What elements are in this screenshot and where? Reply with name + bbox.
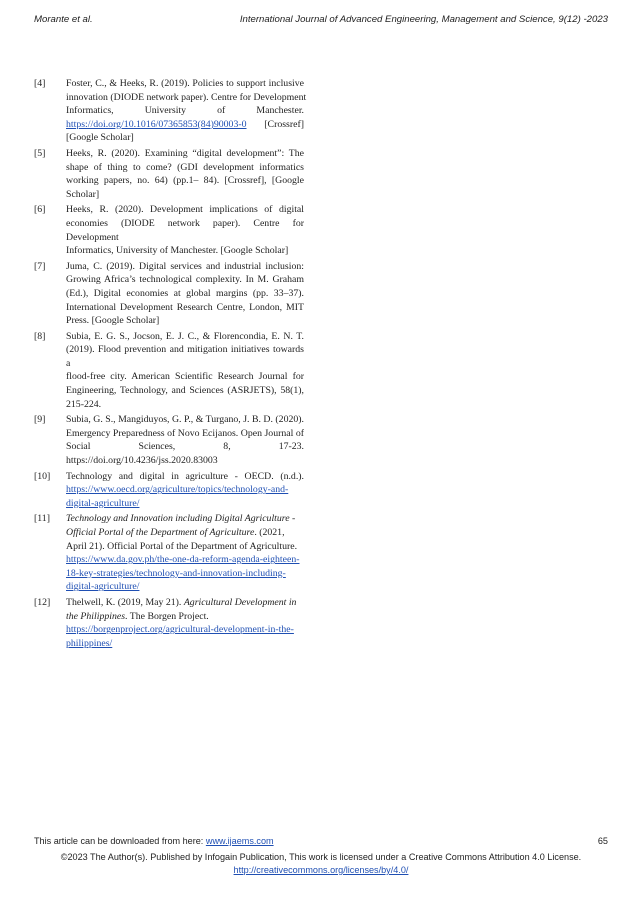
reference-line [66, 470, 304, 484]
reference-item [34, 596, 304, 650]
reference-text: https://doi.org/10.4236/jss.2020.83003 [66, 455, 218, 467]
license-statement: ©2023 The Author(s). Published by Infogain Publication, This work is licensed under a Creative Commons Attribution 4.0 License. [60, 852, 582, 862]
reference-text: Growing Africa’s technological complexity. In M. Graham [66, 274, 304, 286]
reference-line [66, 596, 304, 610]
reference-item [34, 512, 304, 594]
reference-line [66, 91, 307, 105]
reference-line [66, 567, 304, 581]
reference-text: innovation (DIODE network paper). Centre for Development [66, 91, 307, 103]
reference-line [66, 273, 304, 287]
reference-text: Informatics, University of Manchester. [66, 105, 304, 117]
reference-line [66, 553, 304, 567]
reference-line [66, 483, 304, 497]
reference-text: Subia, G. S., Mangiduyos, G. P., & Turgano, J. B. D. (2020). [66, 414, 304, 426]
reference-line [66, 384, 304, 398]
reference-list [34, 77, 307, 652]
reference-line [66, 330, 304, 344]
reference-url-link[interactable]: https://www.da.gov.ph/the-one-da-reform-agenda-eighteen- [66, 554, 300, 566]
reference-text: (2019). Flood prevention and mitigation initiatives towards a [66, 344, 304, 369]
reference-text: the Philippines [66, 610, 126, 622]
reference-line [66, 161, 304, 175]
reference-item [34, 147, 304, 201]
reference-text: . The Borgen Project. [125, 610, 209, 622]
reference-text: Technology and Innovation including Digital Agriculture - [66, 513, 296, 525]
reference-url-link[interactable]: https://www.oecd.org/agriculture/topics/technology-and- [66, 484, 289, 496]
reference-title: Agricultural Development in [183, 596, 297, 608]
reference-line [66, 526, 304, 540]
reference-line [66, 131, 304, 145]
reference-line [66, 301, 304, 315]
page-footer [34, 836, 608, 875]
reference-text: Social Sciences, 8, 17-23. [66, 441, 304, 453]
page-number: 65 [597, 836, 608, 846]
footer-download-text: This article can be downloaded from here: [34, 836, 206, 846]
reference-line [66, 398, 304, 412]
reference-number: [10] [34, 470, 51, 482]
reference-line [66, 244, 304, 258]
reference-line [66, 427, 304, 441]
reference-number: [7] [34, 260, 46, 272]
reference-text: Engineering, Technology, and Sciences (ASRJETS), 58(1), [66, 385, 304, 397]
reference-line [66, 147, 304, 161]
reference-line [66, 118, 304, 132]
reference-text: [Crossref] [246, 118, 304, 130]
reference-line [66, 104, 304, 118]
reference-text: Emergency Preparedness of Novo Ecijanos. Open Journal of [66, 427, 304, 439]
reference-text: Thelwell, K. (2019, May 21). [66, 596, 184, 608]
reference-text: April 21). Official Portal of the Department of Agriculture. [66, 540, 298, 552]
reference-number: [11] [34, 513, 50, 525]
reference-line [66, 174, 304, 188]
reference-line [66, 203, 304, 217]
reference-line [66, 512, 304, 526]
reference-text: economies (DIODE network paper). Centre for Development [66, 217, 304, 243]
reference-item [34, 203, 304, 257]
reference-item [34, 413, 304, 467]
reference-line [66, 440, 304, 454]
reference-text: Informatics, University of Manchester. [Google Scholar] [66, 245, 289, 257]
reference-number: [9] [34, 414, 46, 426]
reference-line [66, 314, 304, 328]
reference-text: shape of thing to come? (GDI development informatics [66, 161, 304, 173]
reference-item [34, 330, 304, 412]
reference-text: (Ed.), Digital economies at global margins (pp. 33–37). [66, 287, 304, 299]
reference-text: flood-free city. American Scientific Research Journal for [66, 371, 304, 383]
reference-text: Heeks, R. (2020). Development implications of digital [66, 204, 304, 216]
reference-text: [Google Scholar] [66, 132, 134, 144]
reference-text: 215-224. [66, 398, 102, 410]
reference-line [66, 580, 304, 594]
license-link[interactable]: http://creativecommons.org/licenses/by/4.0/ [233, 865, 409, 875]
reference-url-link[interactable]: https://doi.org/10.1016/07365853(84)90003-0 [66, 118, 247, 130]
reference-item [34, 470, 304, 511]
reference-text: Official Portal of the Department of Agriculture [66, 527, 255, 538]
reference-line [66, 77, 304, 91]
reference-url-link[interactable]: digital-agriculture/ [66, 497, 140, 509]
reference-line [66, 188, 304, 202]
reference-line [66, 287, 304, 301]
reference-text: Foster, C., & Heeks, R. (2019). Policies to support inclusive [66, 78, 304, 89]
reference-text: Press. [Google Scholar] [66, 315, 160, 327]
reference-text: International Development Research Centre, London, MIT [66, 301, 304, 313]
reference-line [66, 217, 304, 244]
reference-line [66, 370, 304, 384]
reference-url-link[interactable]: digital-agriculture/ [66, 581, 140, 593]
reference-number: [4] [34, 78, 46, 89]
reference-item [34, 260, 304, 328]
reference-text: Technology and digital in agriculture - OECD. (n.d.). [66, 470, 304, 482]
reference-number: [5] [34, 147, 46, 159]
reference-text: Juma, C. (2019). Digital services and industrial inclusion: [66, 260, 304, 272]
footer-journal-link[interactable]: www.ijaems.com [205, 836, 274, 846]
reference-line [66, 540, 304, 554]
header-authors: Morante et al. [34, 14, 93, 25]
reference-text: . (2021, [254, 527, 285, 538]
reference-line [66, 610, 304, 624]
reference-line [66, 413, 304, 427]
reference-line [66, 454, 304, 468]
reference-text: Heeks, R. (2020). Examining “digital development”: The [66, 147, 304, 159]
reference-text: Scholar] [66, 188, 100, 200]
reference-item [34, 77, 307, 145]
reference-line [66, 260, 304, 274]
reference-url-link[interactable]: philippines/ [66, 637, 113, 649]
reference-line [66, 343, 304, 370]
reference-line [66, 623, 304, 637]
reference-line [66, 497, 304, 511]
reference-url-link[interactable]: https://borgenproject.org/agricultural-development-in-the- [66, 624, 294, 636]
reference-text: Subia, E. G. S., Jocson, E. J. C., & Florencondia, E. N. T. [66, 330, 304, 342]
reference-number: [6] [34, 204, 46, 216]
header-journal-citation: International Journal of Advanced Engineering, Management and Science, 9(12) -2023 [239, 14, 608, 25]
reference-line [66, 637, 304, 651]
reference-url-link[interactable]: 18-key-strategies/technology-and-innovation-including- [66, 567, 286, 579]
reference-text: working papers, no. 64) (pp.1– 84). [Crossref], [Google [66, 175, 304, 187]
reference-number: [8] [34, 330, 46, 342]
reference-number: [12] [34, 596, 51, 608]
